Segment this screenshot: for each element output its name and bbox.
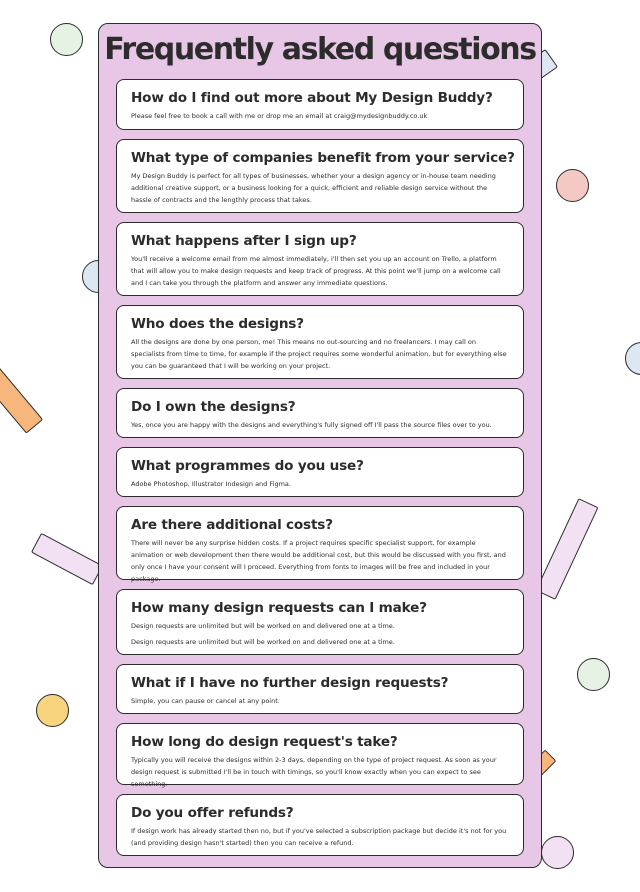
faq-question: How do I find out more about My Design Buddy? (131, 90, 493, 106)
mint-circle-decoration-right (577, 658, 610, 691)
faq-card (116, 723, 524, 788)
yellow-circle-decoration (36, 694, 69, 727)
faq-card (116, 589, 524, 655)
faq-question: Who does the designs? (131, 316, 304, 332)
faq-answer: Please feel free to book a call with me or drop me an email at craig@mydesignbuddy.co.uk (131, 112, 428, 120)
faq-card (116, 447, 524, 497)
faq-answer: My Design Buddy is perfect for all types of businesses, whether your a design agency or in-house team needing additional creative support, or a business looking for a quick, efficient and reliable design service without the hassle of contracts and the lengthly process that takes. (131, 172, 496, 204)
faq-question: What if I have no further design requests? (131, 675, 449, 691)
faq-answer: Yes, once you are happy with the designs and everything's fully signed off I'll pass the source files over to you. (131, 421, 492, 429)
faq-answer: Design requests are unlimited but will be worked on and delivered one at a time. (131, 638, 395, 646)
faq-question: How long do design request's take? (131, 734, 398, 750)
lavender-circle-decoration (541, 836, 574, 869)
lavender-bar-decoration-right (535, 498, 598, 600)
faq-answer: All the designs are done by one person, me! This means no out-sourcing and no freelancers. I may call on specialists from time to time, for example if the project requires some wonderful animation, but for everything else you can be guaranteed that I will be working on your project. (131, 338, 507, 370)
faq-card (116, 506, 524, 583)
faq-question: Are there additional costs? (131, 517, 333, 533)
faq-question: Do I own the designs? (131, 399, 296, 415)
faq-card (116, 139, 524, 213)
faq-answer: There will never be any surprise hidden costs. If a project requires specific specialist support, for example animation or web development then there would be additional cost, but this would be discussed with you first, and only once I have your consent will I proceed. Everything from fonts to images will be free and included in your package. (131, 539, 506, 583)
faq-question: Do you offer refunds? (131, 805, 294, 821)
faq-card (116, 79, 524, 130)
faq-card (116, 664, 524, 714)
blue-circle-decoration-right (625, 342, 640, 375)
faq-answer: Design requests are unlimited but will be worked on and delivered one at a time. (131, 622, 395, 630)
faq-answer: Typically you will receive the designs within 2-3 days, depending on the type of project request. As soon as your design request is submitted I'll be in touch with timings, so you'll know exactly when you can expect to see something. (131, 756, 497, 788)
page-title: Frequently asked questions (104, 32, 536, 67)
faq-answer: Simple, you can pause or cancel at any point. (131, 697, 280, 705)
faq-question: What programmes do you use? (131, 458, 364, 474)
faq-answer: Adobe Photoshop, Illustrator Indesign and Figma. (131, 480, 291, 488)
faq-card (116, 794, 524, 856)
faq-question: What type of companies benefit from your service? (131, 150, 515, 166)
faq-question: What happens after I sign up? (131, 233, 357, 249)
faq-answer: You'll receive a welcome email from me almost immediately, i'll then set you up an account on Trello, a platform that will allow you to make design requests and keep track of progress. At this point we'll jump on a welcome call and I can take you through the platform and answer any immediate questions. (131, 255, 501, 287)
faq-answer: If design work has already started then no, but if you've selected a subscription package but decide it's not for you (and providing design hasn't started) then you can receive a refund. (131, 827, 507, 847)
faq-card (116, 388, 524, 438)
pink-circle-decoration (556, 169, 589, 202)
faq-card (116, 222, 524, 296)
faq-question: How many design requests can I make? (131, 600, 427, 616)
lavender-bar-decoration-left (31, 533, 103, 585)
faq-card (116, 305, 524, 379)
orange-bar-decoration (0, 358, 43, 433)
